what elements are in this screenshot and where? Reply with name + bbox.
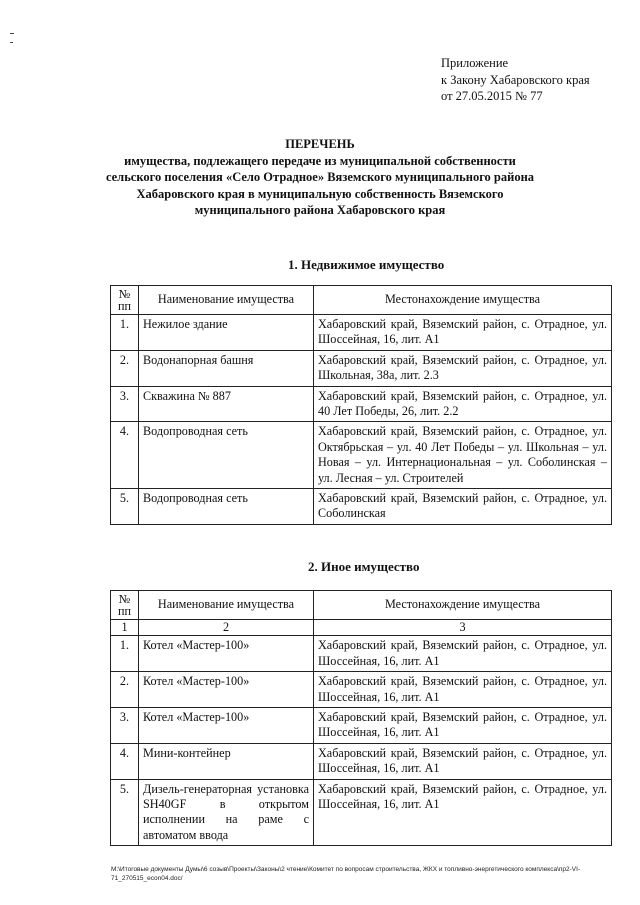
column-number-row [111,620,612,636]
table-row [111,315,612,351]
row-location: Хабаровский край, Вяземский район, с. Отрадное, ул. Шоссейная, 16, лит. А1 [314,743,612,779]
row-num: 1. [111,315,139,351]
row-location: Хабаровский край, Вяземский район, с. Отрадное, ул. 40 Лет Победы, 26, лит. 2.2 [314,386,612,422]
row-location: Хабаровский край, Вяземский район, с. Отрадное, ул. Шоссейная, 16, лит. А1 [314,779,612,846]
other-property-table [110,590,612,846]
column-number: 3 [314,620,612,636]
real-estate-table [110,285,612,525]
row-num: 3. [111,386,139,422]
header-name: Наименование имущества [139,286,314,315]
appendix-line: к Закону Хабаровского края [441,72,590,87]
title-line: муниципального района Хабаровского края [194,203,446,217]
row-name: Скважина № 887 [139,386,314,422]
row-name: Мини-контейнер [139,743,314,779]
row-num: 4. [111,743,139,779]
row-location: Хабаровский край, Вяземский район, с. Отрадное, ул. Октябрьская – ул. 40 Лет Победы – ул. Школьная – ул. Новая – ул. Интернациональная – ул. Соболинская – ул. Лесная – ул. Строителей [314,422,612,489]
row-name: Водопроводная сеть [139,422,314,489]
header-num: № пп [111,591,139,620]
row-num: 4. [111,422,139,489]
header-location: Местонахождение имущества [314,591,612,620]
appendix-line: от 27.05.2015 № 77 [441,89,543,103]
table-row [111,636,612,672]
scan-mark [10,42,13,43]
table-row [111,489,612,525]
row-num: 2. [111,672,139,708]
table-header-row [111,286,612,315]
table-row [111,422,612,489]
title-line: сельского поселения «Село Отрадное» Вяземского муниципального района [105,170,535,184]
table-row [111,386,612,422]
appendix-line: Приложение [441,56,509,70]
row-name: Водопроводная сеть [139,489,314,525]
row-name: Дизель-генераторная установка SH40GF в открытом исполнении на раме с автоматом ввода [139,779,314,846]
row-num: 3. [111,708,139,744]
column-number: 1 [111,620,139,636]
section-heading-other-property: 2. Иное имущество [308,559,420,574]
row-num: 1. [111,636,139,672]
column-number: 2 [139,620,314,636]
row-name: Нежилое здание [139,315,314,351]
row-location: Хабаровский край, Вяземский район, с. Отрадное, ул. Школьная, 38а, лит. 2.3 [314,350,612,386]
title-line: Хабаровского края в муниципальную собственность Вяземского [136,186,504,201]
row-location: Хабаровский край, Вяземский район, с. Отрадное, ул. Шоссейная, 16, лит. А1 [314,636,612,672]
header-location: Местонахождение имущества [314,286,612,315]
table-row [111,779,612,846]
row-num: 2. [111,350,139,386]
table-row [111,672,612,708]
table-header-row [111,591,612,620]
row-num: 5. [111,489,139,525]
row-location: Хабаровский край, Вяземский район, с. Отрадное, ул. Шоссейная, 16, лит. А1 [314,315,612,351]
table-row [111,743,612,779]
appendix-note [441,55,590,105]
table-row [111,350,612,386]
row-name: Котел «Мастер-100» [139,636,314,672]
scan-mark [10,33,14,34]
row-location: Хабаровский край, Вяземский район, с. Отрадное, ул. Соболинская [314,489,612,525]
title-line: ПЕРЕЧЕНЬ [285,137,355,151]
header-name: Наименование имущества [139,591,314,620]
document-title [100,136,540,219]
row-name: Котел «Мастер-100» [139,672,314,708]
section-heading-real-estate: 1. Недвижимое имущество [288,257,445,272]
row-location: Хабаровский край, Вяземский район, с. Отрадное, ул. Шоссейная, 16, лит. А1 [314,708,612,744]
file-path-footer: M:\Итоговые документы Думы\6 созыв\Проекты\Законы\2 чтение\Комитет по вопросам строительства, ЖКХ и топливно-энергетического комплекса\пр2-VI-71_270515_econ04.doc/ [111,866,581,882]
row-location: Хабаровский край, Вяземский район, с. Отрадное, ул. Шоссейная, 16, лит. А1 [314,672,612,708]
header-num: № пп [111,286,139,315]
row-num: 5. [111,779,139,846]
title-line: имущества, подлежащего передаче из муниципальной собственности [124,153,516,168]
table-row [111,708,612,744]
row-name: Водонапорная башня [139,350,314,386]
row-name: Котел «Мастер-100» [139,708,314,744]
